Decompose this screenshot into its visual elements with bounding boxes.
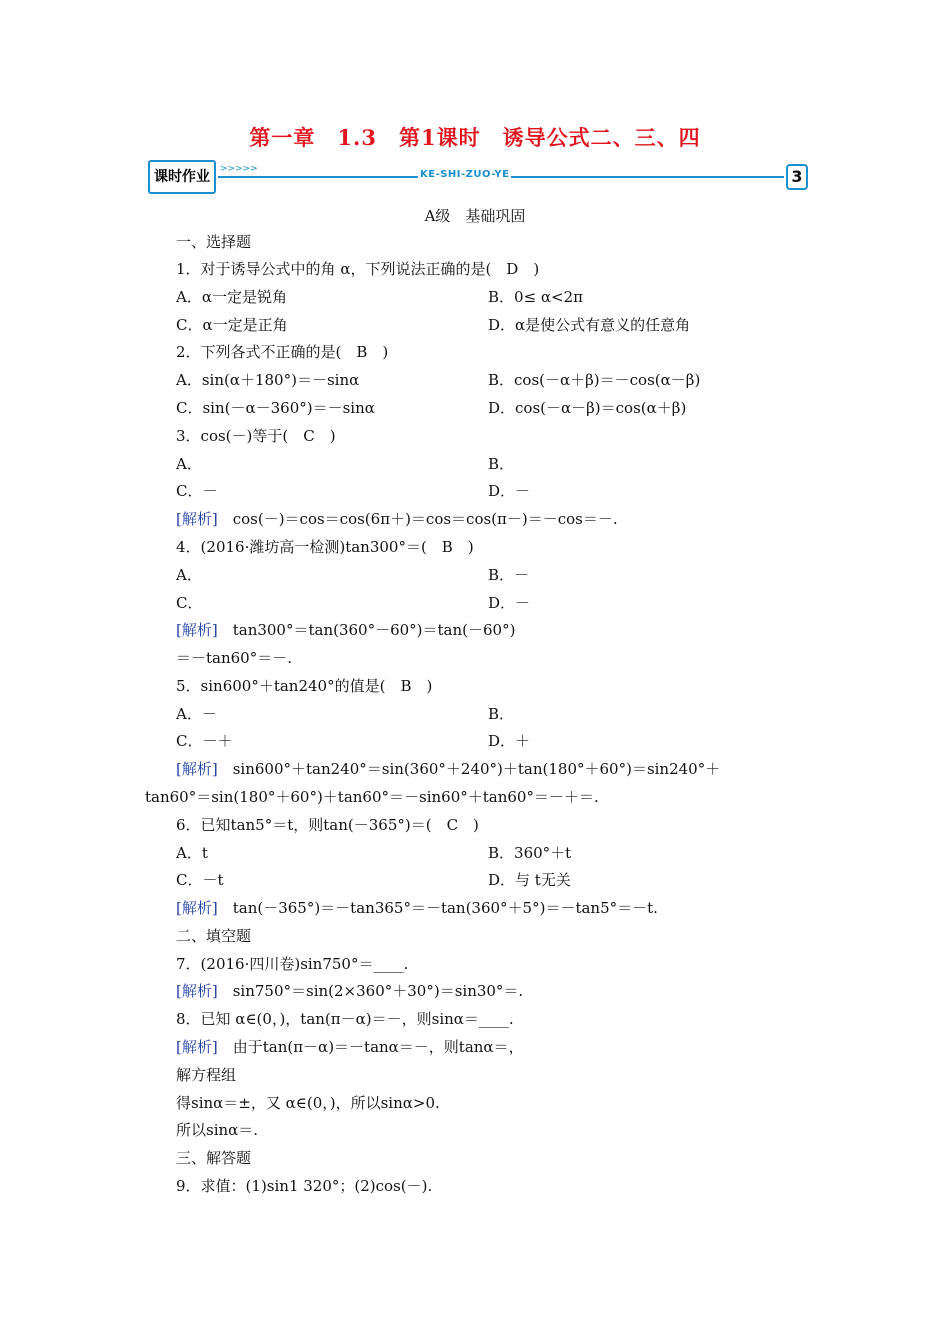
section-heading: 三、解答题 xyxy=(176,1149,252,1167)
question-stem: 4．(2016·潍坊高一检测)tan300°＝( B ) xyxy=(176,538,474,556)
analysis-tag: [解析] xyxy=(176,621,218,639)
analysis-line xyxy=(176,898,658,918)
option-d: D．cos(－α－β)＝cos(α＋β) xyxy=(488,399,687,417)
option-b: B．cos(－α＋β)＝－cos(α－β) xyxy=(488,371,701,389)
banner-label: 课时作业 xyxy=(148,160,216,194)
analysis-line xyxy=(176,759,720,779)
analysis-continuation: ＝－tan60°＝－. xyxy=(176,649,292,667)
analysis-text: sin600°＋tan240°＝sin(360°＋240°)＋tan(180°＋60°)＝sin240°＋ xyxy=(217,760,721,778)
analysis-continuation: 解方程组 xyxy=(176,1066,237,1084)
banner-arrows: >>>>> xyxy=(220,164,258,174)
question-stem: 7．(2016·四川卷)sin750°＝____. xyxy=(176,955,409,973)
analysis-tag: [解析] xyxy=(176,982,218,1000)
analysis-continuation: 得sinα＝±，又 α∈(0，)，所以sinα>0. xyxy=(176,1094,440,1112)
section-heading: 二、填空题 xyxy=(176,927,252,945)
page-title: 第一章 1.3 第1课时 诱导公式二、三、四 xyxy=(249,125,701,150)
option-b: B．0≤ α<2π xyxy=(488,288,584,306)
analysis-line xyxy=(176,509,618,529)
option-a: A．sin(α＋180°)＝－sinα xyxy=(176,371,360,389)
option-b: B．360°＋t xyxy=(488,844,572,862)
analysis-continuation: tan60°＝sin(180°＋60°)＋tan60°＝－sin60°＋tan60°＝－＋＝. xyxy=(145,788,599,806)
option-b: B．－ xyxy=(488,566,530,584)
analysis-tag: [解析] xyxy=(176,760,218,778)
option-a: A．－ xyxy=(176,705,217,723)
option-b: B． xyxy=(488,705,515,723)
analysis-line xyxy=(176,1037,524,1057)
option-a: A． xyxy=(176,566,202,584)
option-c: C．sin(－α－360°)＝－sinα xyxy=(176,399,375,417)
option-c: C．－t xyxy=(176,871,224,889)
analysis-text: 由于tan(π－α)＝－tanα＝－，则tanα＝， xyxy=(217,1038,524,1056)
option-d: D．－ xyxy=(488,594,531,612)
banner-number: 3 xyxy=(786,164,808,190)
analysis-tag: [解析] xyxy=(176,510,218,528)
analysis-line xyxy=(176,981,523,1001)
option-b: B． xyxy=(488,455,515,473)
option-c: C． xyxy=(176,594,203,612)
analysis-tag: [解析] xyxy=(176,899,218,917)
option-d: D．与 t无关 xyxy=(488,871,571,889)
analysis-tag: [解析] xyxy=(176,1038,218,1056)
option-d: D．α是使公式有意义的任意角 xyxy=(488,316,691,334)
question-stem: 1．对于诱导公式中的角 α，下列说法正确的是( D ) xyxy=(176,260,540,278)
analysis-text: sin750°＝sin(2×360°＋30°)＝sin30°＝. xyxy=(217,982,524,1000)
analysis-text: tan(－365°)＝－tan365°＝－tan(360°＋5°)＝－tan5°＝－t. xyxy=(217,899,658,917)
option-d: D．－ xyxy=(488,482,531,500)
option-c: C．α一定是正角 xyxy=(176,316,288,334)
option-d: D．＋ xyxy=(488,732,531,750)
question-stem: 5．sin600°＋tan240°的值是( B ) xyxy=(176,677,433,695)
section-heading: 一、选择题 xyxy=(176,233,252,251)
analysis-text: tan300°＝tan(360°－60°)＝tan(－60°) xyxy=(217,621,516,639)
level-heading: A级 基础巩固 xyxy=(424,207,526,225)
question-stem: 2．下列各式不正确的是( B ) xyxy=(176,343,389,361)
question-stem: 9．求值：(1)sin1 320°；(2)cos(－). xyxy=(176,1177,433,1195)
banner-pinyin: KE-SHI-ZUO-YE xyxy=(420,169,510,180)
question-stem: 3．cos(－)等于( C ) xyxy=(176,427,336,445)
question-stem: 6．已知tan5°＝t，则tan(－365°)＝( C ) xyxy=(176,816,479,834)
homework-banner xyxy=(148,158,808,194)
option-c: C．－ xyxy=(176,482,218,500)
option-a: A．t xyxy=(176,844,208,862)
analysis-line xyxy=(176,620,515,640)
option-a: A． xyxy=(176,455,202,473)
analysis-text: cos(－)＝cos＝cos(6π＋)＝cos＝cos(π－)＝－cos＝－. xyxy=(217,510,618,528)
option-c: C．－＋ xyxy=(176,732,233,750)
option-a: A．α一定是锐角 xyxy=(176,288,287,306)
question-stem: 8．已知 α∈(0，)，tan(π－α)＝－，则sinα＝____. xyxy=(176,1010,514,1028)
analysis-continuation: 所以sinα＝. xyxy=(176,1121,259,1139)
